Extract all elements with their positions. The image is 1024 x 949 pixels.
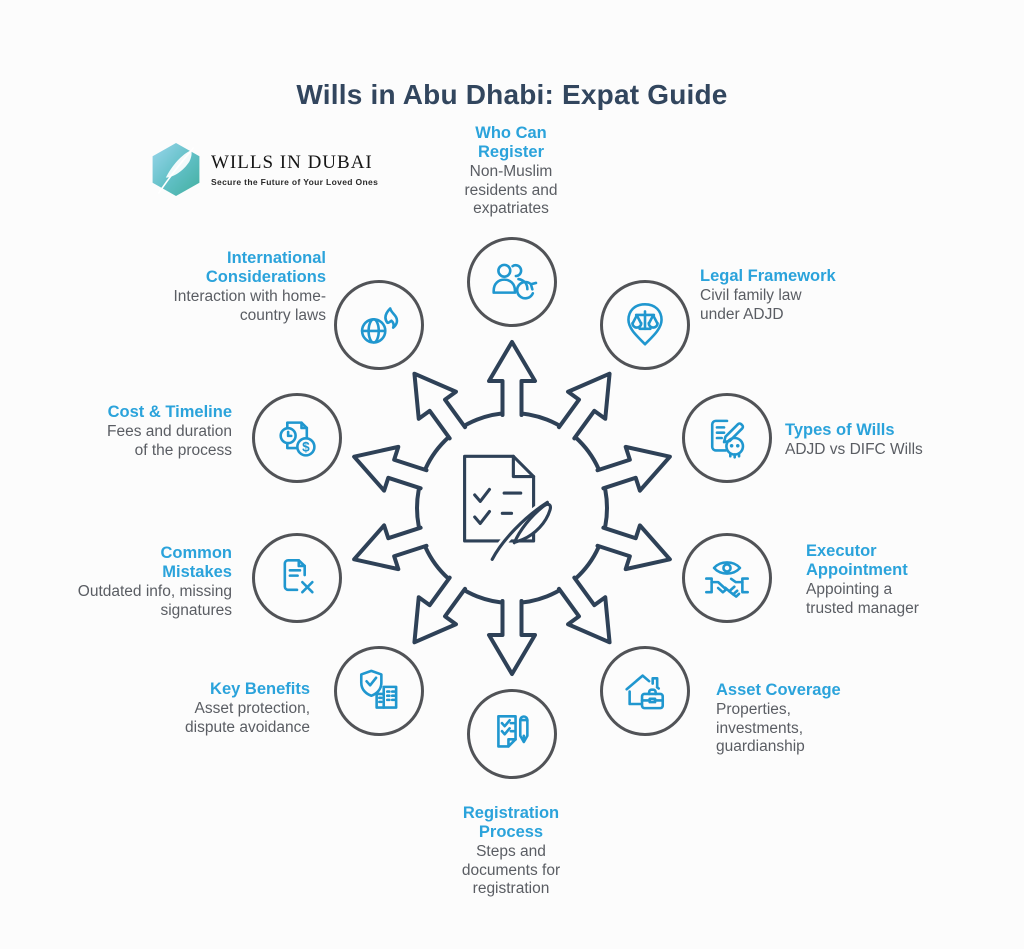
topic-node-cost-timeline <box>252 393 342 483</box>
topic-node-types-of-wills <box>682 393 772 483</box>
topic-description: Appointing a trusted manager <box>806 581 919 617</box>
topic-text-executor-appointment <box>806 542 936 618</box>
topic-node-legal-framework <box>600 280 690 370</box>
topic-title: Asset Coverage <box>716 681 841 699</box>
topic-text-common-mistakes <box>72 544 232 620</box>
hexagon-feather-logo-icon <box>149 141 203 198</box>
topic-description: Outdated info, missing signatures <box>77 583 232 619</box>
document-x-icon <box>271 552 323 604</box>
topic-text-registration-process <box>446 804 576 899</box>
svg-text:$: $ <box>302 439 310 455</box>
topic-node-common-mistakes <box>252 533 342 623</box>
topic-node-international-considerations <box>334 280 424 370</box>
topic-description: ADJD vs DIFC Wills <box>785 441 923 458</box>
topic-text-cost-timeline <box>62 403 232 460</box>
logo-name: WILLS IN DUBAI <box>211 152 373 173</box>
topic-description: Steps and documents for registration <box>461 843 561 897</box>
brand-logo <box>149 141 378 198</box>
topic-title: Legal Framework <box>700 267 836 285</box>
topic-node-registration-process <box>467 689 557 779</box>
topic-title: Cost & Timeline <box>107 403 232 421</box>
topic-description: Properties, investments, guardianship <box>716 701 805 755</box>
topic-title: Key Benefits <box>210 680 310 698</box>
topic-description: Asset protection, dispute avoidance <box>185 700 310 736</box>
scales-location-pin-icon <box>619 299 671 351</box>
topic-title: Who Can Register <box>475 124 547 161</box>
topic-description: Fees and duration of the process <box>107 423 232 459</box>
topic-node-executor-appointment <box>682 533 772 623</box>
document-pencil-skull-icon <box>701 412 753 464</box>
users-refresh-icon <box>486 256 538 308</box>
topic-title: Executor Appointment <box>806 542 908 579</box>
topic-text-who-can-register <box>446 124 576 219</box>
topic-node-who-can-register <box>467 237 557 327</box>
topic-title: International Considerations <box>205 249 326 286</box>
topic-text-key-benefits <box>140 680 310 737</box>
house-briefcase-icon <box>619 665 671 717</box>
logo-tagline: Secure the Future of Your Loved Ones <box>211 177 379 187</box>
topic-title: Types of Wills <box>785 421 895 439</box>
topic-text-asset-coverage <box>716 681 866 757</box>
topic-text-types-of-wills <box>785 421 935 460</box>
shield-check-building-icon <box>353 665 405 717</box>
logo-text <box>211 152 378 187</box>
topic-title: Common Mistakes <box>160 544 232 581</box>
topic-description: Civil family law under ADJD <box>700 287 802 323</box>
topic-node-asset-coverage <box>600 646 690 736</box>
topic-description: Interaction with home-country laws <box>173 288 326 324</box>
topic-description: Non-Muslim residents and expatriates <box>464 163 558 217</box>
page-title: Wills in Abu Dhabi: Expat Guide <box>296 78 728 110</box>
topic-text-international-considerations <box>156 249 326 325</box>
eye-handshake-icon <box>701 552 753 604</box>
globe-flame-icon <box>353 299 405 351</box>
document-clock-dollar-icon <box>271 412 323 464</box>
topic-title: Registration Process <box>462 804 560 841</box>
topic-node-key-benefits <box>334 646 424 736</box>
will-document-feather-icon <box>342 338 682 678</box>
checklist-pen-icon <box>486 708 538 760</box>
topic-text-legal-framework <box>700 267 870 324</box>
